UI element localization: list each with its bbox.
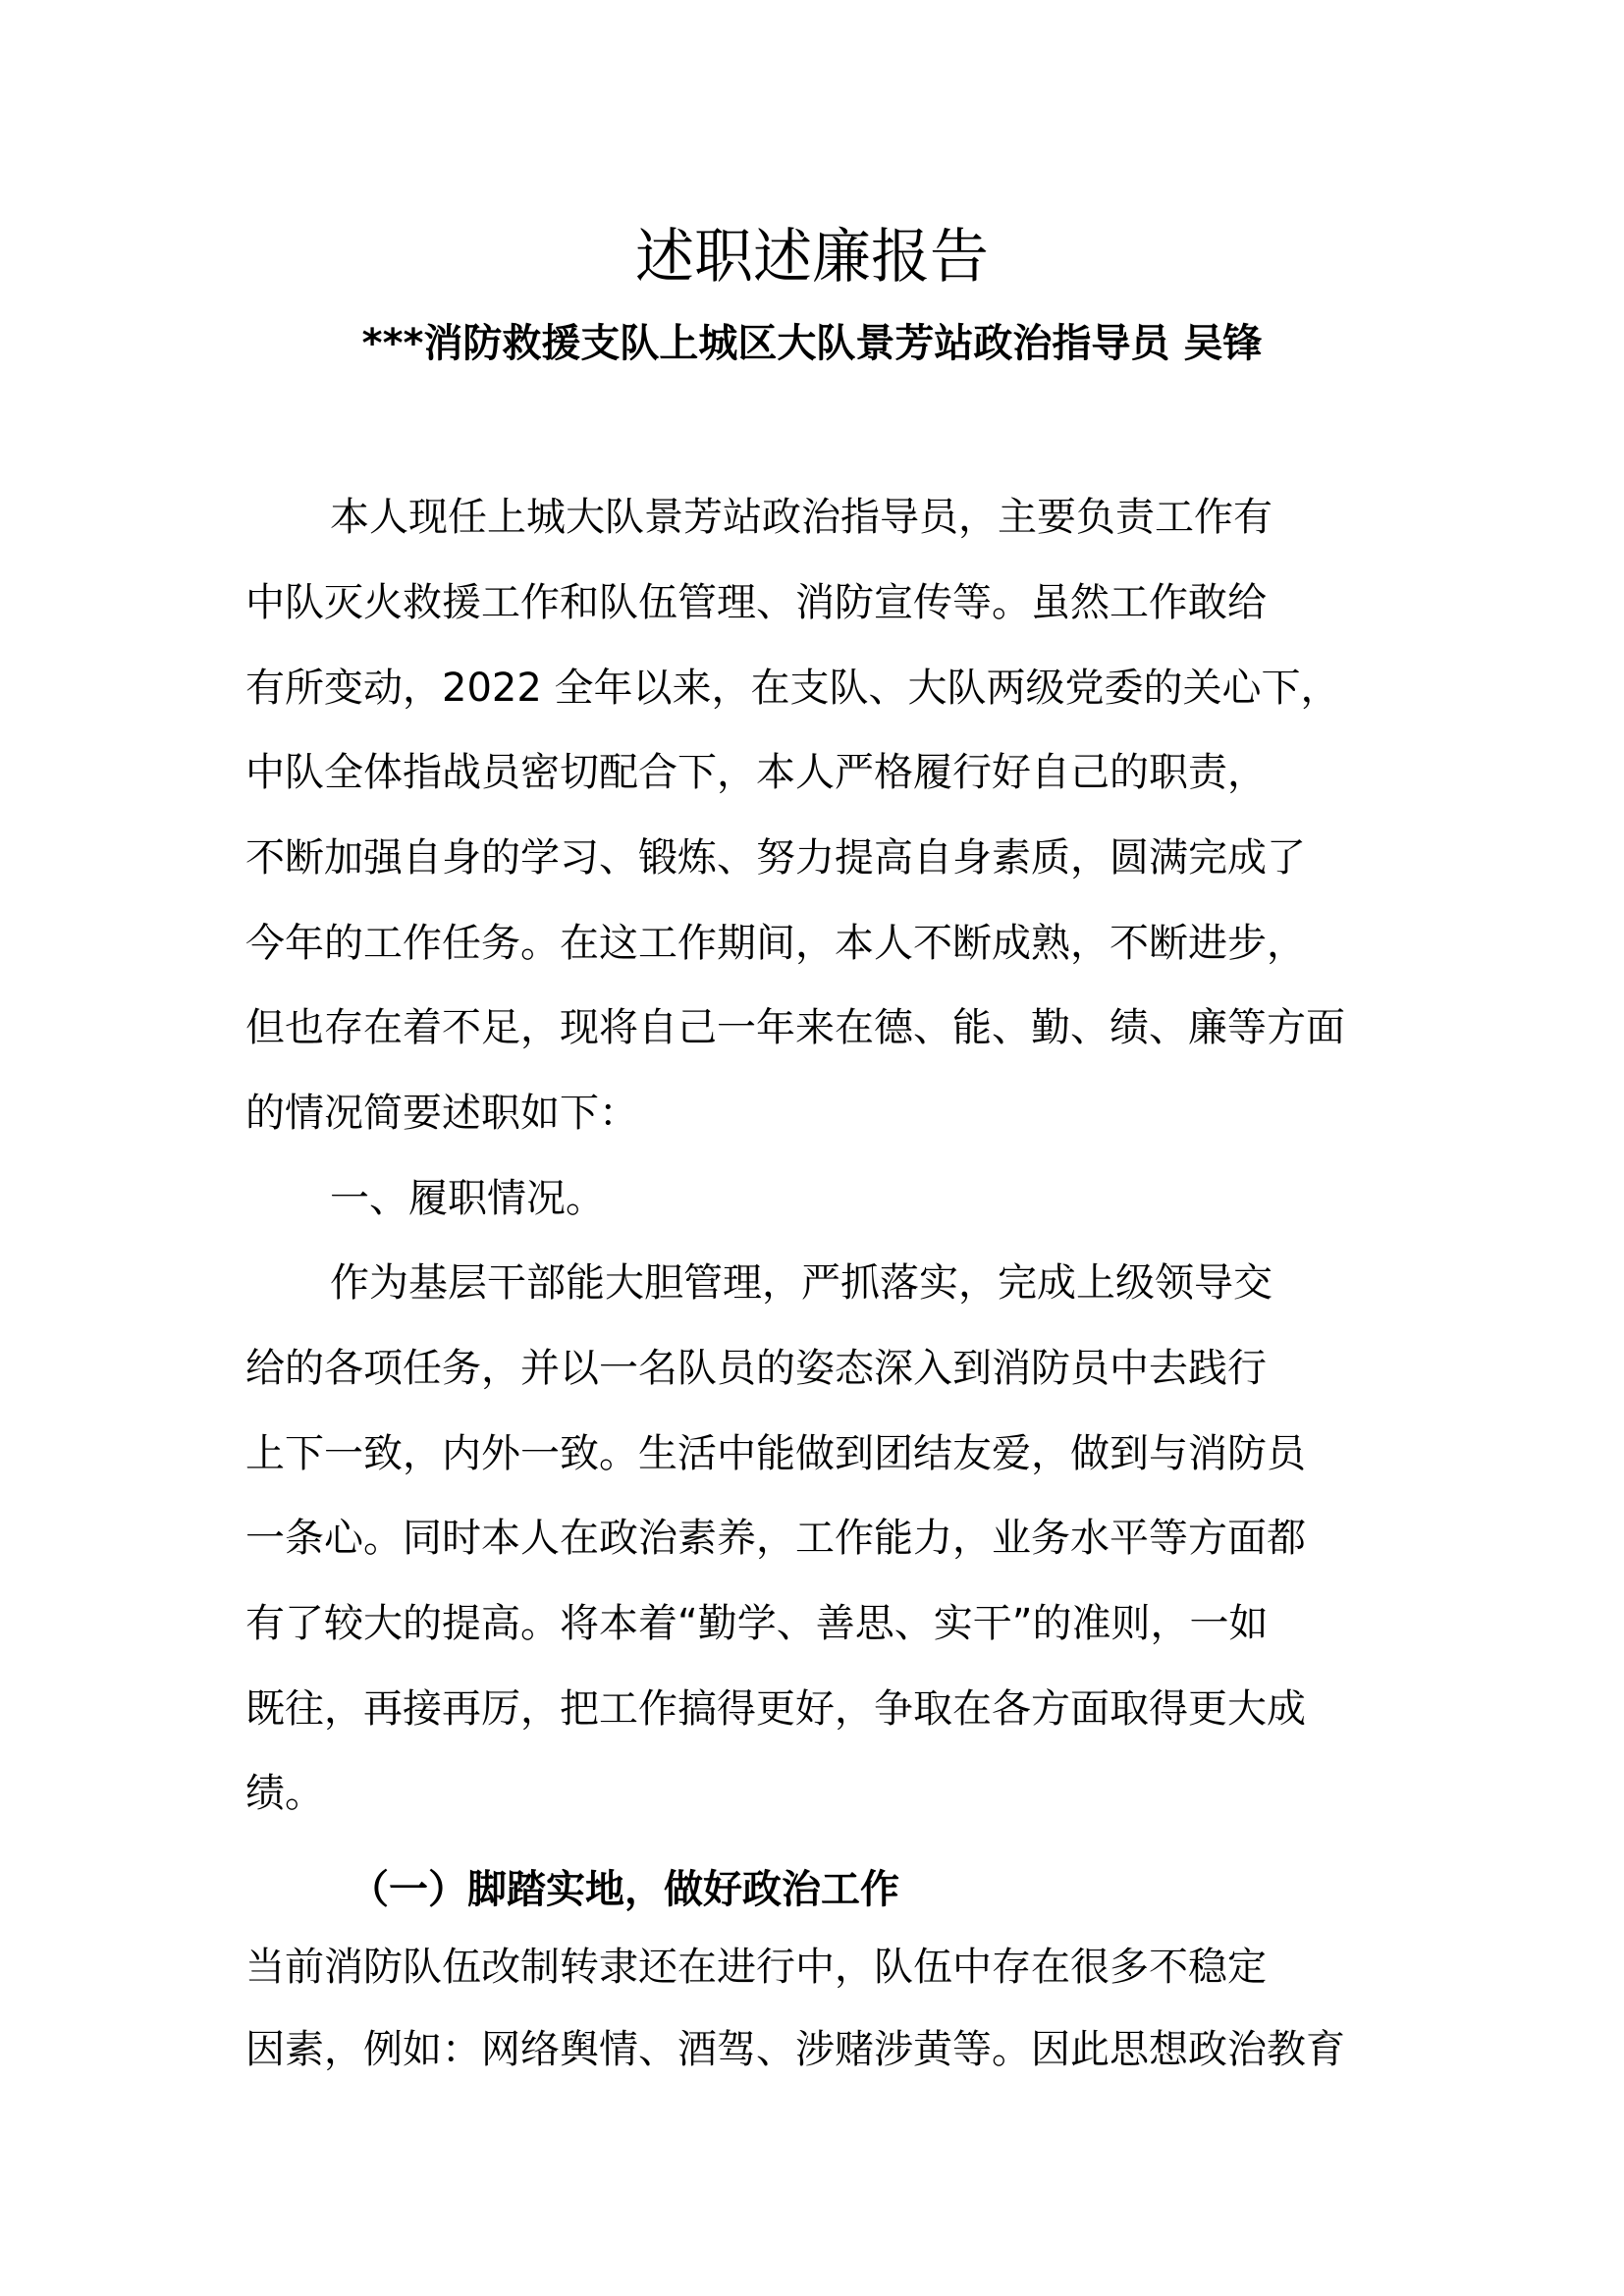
paragraph-line: 上下一致，内外一致。生活中能做到团结友爱，做到与消防员 (245, 1431, 1306, 1476)
paragraph-line: 作为基层干部能大胆管理，严抓落实，完成上级领导交 (330, 1260, 1272, 1306)
document-title: 述职述廉报告 (635, 223, 989, 292)
paragraph-line: 中队全体指战员密切配合下，本人严格履行好自己的职责， (245, 750, 1267, 795)
paragraph-line: 有了较大的提高。将本着“勤学、善思、实干”的准则，一如 (245, 1601, 1269, 1646)
paragraph-line: 今年的工作任务。在这工作期间，本人不断成熟，不断进步， (245, 921, 1306, 966)
subsection-heading: （一）脚踏实地，做好政治工作 (350, 1867, 899, 1912)
paragraph-line: 但也存在着不足，现将自己一年来在德、能、勤、绩、廉等方面 (245, 1005, 1345, 1050)
paragraph-line: 当前消防队伍改制转隶还在进行中，队伍中存在很多不稳定 (245, 1945, 1267, 1990)
paragraph-line: 不断加强自身的学习、锻炼、努力提高自身素质，圆满完成了 (245, 835, 1306, 881)
paragraph-line: 中队灭火救援工作和队伍管理、消防宣传等。虽然工作敢给 (245, 580, 1267, 625)
paragraph-line: 既往，再接再厉，把工作搞得更好，争取在各方面取得更大成 (245, 1686, 1306, 1732)
section-heading: 一、履职情况。 (330, 1176, 605, 1221)
paragraph-line: 本人现任上城大队景芳站政治指导员，主要负责工作有 (330, 495, 1272, 540)
paragraph-line: 因素，例如：网络舆情、酒驾、涉赌涉黄等。因此思想政治教育 (245, 2027, 1345, 2072)
document-subtitle: ***消防救援支队上城区大队景芳站政治指导员 吴锋 (361, 321, 1263, 366)
paragraph-line: 给的各项任务，并以一名队员的姿态深入到消防员中去践行 (245, 1346, 1267, 1391)
paragraph-line: 的情况简要述职如下： (245, 1091, 638, 1136)
paragraph-line: 有所变动，2022 全年以来，在支队、大队两级党委的关心下， (245, 666, 1340, 711)
paragraph-line: 绩。 (245, 1771, 324, 1816)
paragraph-line: 一条心。同时本人在政治素养，工作能力，业务水平等方面都 (245, 1516, 1306, 1561)
